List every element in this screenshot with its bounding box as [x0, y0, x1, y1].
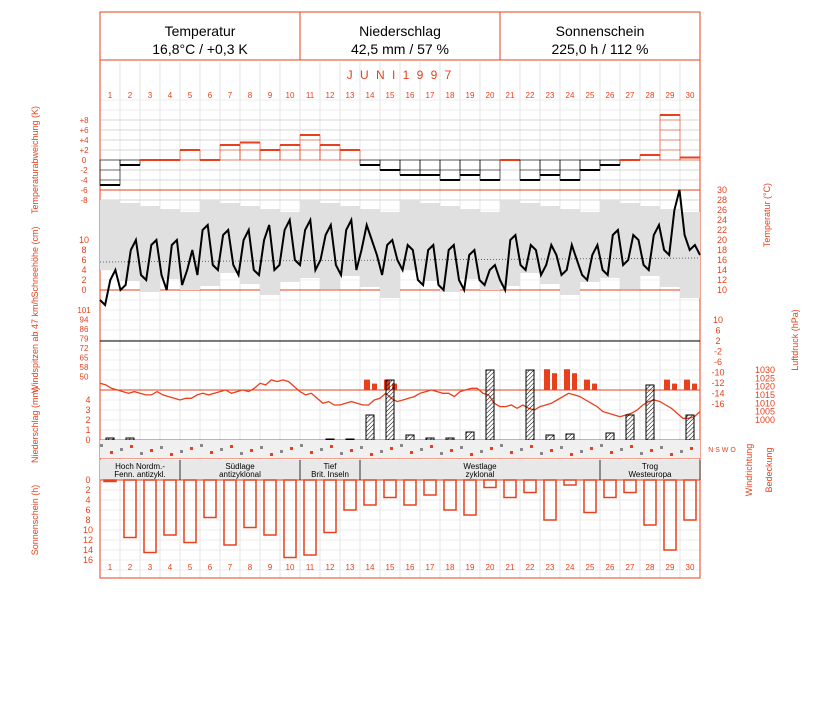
precip-bar — [406, 435, 414, 440]
dev-tick-label: -4 — [80, 176, 88, 185]
wind-dir-marker — [690, 447, 693, 450]
dev-bar — [460, 160, 480, 175]
precip-axis-title: Niederschlag (mm) — [30, 386, 40, 464]
precip-bar — [646, 385, 654, 440]
wind-dir-marker — [260, 446, 263, 449]
wind-dir-marker — [300, 444, 303, 447]
day-label-top: 6 — [207, 91, 213, 100]
wind-dir-marker — [590, 447, 593, 450]
temp-tick-label: 20 — [716, 235, 728, 245]
temp-lower-tick-label: 6 — [715, 325, 721, 336]
dev-tick-label: -8 — [80, 196, 88, 205]
temp-lower-tick-label: 2 — [715, 336, 721, 346]
gust-bar — [692, 384, 697, 390]
precip-bar — [686, 415, 694, 440]
dev-tick-label: +8 — [79, 116, 89, 125]
temp-lower-tick-label: -2 — [713, 346, 723, 357]
day-label-top: 5 — [187, 91, 193, 100]
day-label-top: 22 — [525, 91, 535, 100]
precip-bar — [106, 438, 114, 440]
dev-bar — [320, 145, 340, 160]
day-label-top: 17 — [425, 91, 435, 100]
wind-dir-marker — [540, 452, 543, 455]
weather-type-label: Trog — [641, 462, 659, 471]
pressure-tick-label: 1015 — [754, 389, 776, 400]
temp-lower-tick-label: -14 — [711, 388, 725, 399]
day-label-top: 23 — [545, 91, 555, 100]
weather-type-label: antizyklonal — [219, 470, 261, 479]
precip-bar — [386, 380, 394, 440]
sun-bar — [424, 480, 436, 495]
sun-tick-label: 4 — [85, 495, 91, 505]
wind-dir-marker — [480, 450, 483, 453]
wind-dir-marker — [440, 452, 443, 455]
wind-dir-marker — [670, 453, 673, 456]
gust-tick-label: 65 — [79, 353, 89, 363]
day-label-bottom: 14 — [365, 563, 375, 572]
snow-tick-label: 4 — [81, 265, 87, 275]
wind-dir-marker — [140, 452, 143, 455]
wind-dir-marker — [100, 444, 103, 447]
temp-lower-tick-label: -12 — [711, 378, 725, 388]
day-label-bottom: 16 — [405, 563, 415, 572]
dev-bar — [100, 160, 120, 185]
day-label-top: 14 — [365, 91, 375, 100]
dev-bar — [400, 160, 420, 175]
day-label-bottom: 26 — [605, 563, 615, 572]
sun-bar — [644, 480, 656, 525]
day-label-bottom: 4 — [167, 563, 173, 572]
wind-dir-marker — [400, 444, 403, 447]
wind-dir-marker — [350, 449, 353, 452]
temp-lower-tick-label: -10 — [711, 367, 725, 378]
wind-dir-marker — [630, 445, 633, 448]
day-label-top: 11 — [305, 91, 315, 100]
temp-tick-label: 28 — [716, 195, 728, 205]
gust-bar — [372, 384, 377, 390]
gust-bar — [672, 384, 677, 390]
sun-bar — [104, 480, 116, 482]
sun-bar — [304, 480, 316, 555]
sun-bar — [484, 480, 496, 488]
sun-tick-label: 16 — [82, 555, 94, 565]
temp-climate-band — [620, 203, 640, 289]
gust-bar — [584, 380, 590, 390]
day-label-bottom: 18 — [445, 563, 455, 572]
temp-tick-label: 22 — [716, 225, 728, 235]
snow-tick-label: 0 — [81, 285, 87, 295]
sun-bar — [584, 480, 596, 513]
precip-bar — [446, 438, 454, 440]
gust-bar — [364, 380, 370, 390]
wind-dir-marker — [170, 453, 173, 456]
sun-tick-label: 8 — [85, 515, 91, 525]
sun-tick-label: 6 — [85, 505, 91, 515]
temp-climate-band — [360, 209, 380, 287]
wind-dir-marker — [280, 450, 283, 453]
sun-bar — [264, 480, 276, 535]
day-label-top: 25 — [585, 91, 595, 100]
temp-climate-band — [600, 200, 620, 278]
day-label-bottom: 17 — [425, 563, 435, 572]
day-label-bottom: 5 — [187, 563, 193, 572]
weather-type-label: Südlage — [225, 462, 255, 471]
day-label-bottom: 29 — [665, 563, 675, 572]
wind-dir-marker — [600, 444, 603, 447]
weather-type-label: Hoch Nordm.- — [115, 462, 165, 471]
dev-bar — [340, 150, 360, 160]
day-label-bottom: 22 — [525, 563, 535, 572]
precip-bar — [566, 434, 574, 440]
day-label-top: 4 — [167, 91, 173, 100]
wind-dir-marker — [650, 449, 653, 452]
day-label-top: 29 — [665, 91, 675, 100]
pressure-tick-label: 1010 — [754, 398, 776, 409]
sun-bar — [344, 480, 356, 510]
weather-type-label: Fenn. antizykl. — [114, 470, 166, 479]
day-label-bottom: 8 — [247, 563, 253, 572]
cloud-axis-title: Bedeckung — [764, 447, 774, 493]
temp-tick-label: 24 — [716, 215, 728, 225]
day-label-top: 2 — [127, 91, 133, 100]
temp-axis-title: Temperatur (°C) — [762, 182, 772, 248]
dev-axis-title: Temperaturabweichung (K) — [30, 105, 40, 215]
weather-type-label: Westeuropa — [628, 470, 672, 479]
precip-bar — [326, 439, 334, 440]
sun-tick-label: 0 — [85, 475, 91, 485]
precip-tick-label: 3 — [85, 405, 91, 415]
wind-dir-marker — [290, 447, 293, 450]
temp-tick-label: 14 — [716, 265, 728, 275]
precip-bar — [486, 370, 494, 440]
sun-bar — [604, 480, 616, 498]
weather-type-label: Brit. Inseln — [311, 470, 349, 479]
wind-dir-marker — [230, 445, 233, 448]
day-label-bottom: 11 — [305, 563, 315, 572]
day-label-bottom: 21 — [505, 563, 515, 572]
gust-tick-label: 94 — [79, 315, 89, 325]
dev-bar — [260, 150, 280, 160]
dev-bar — [240, 143, 260, 161]
precip-bar — [346, 439, 354, 440]
wind-dir-marker — [180, 450, 183, 453]
gust-tick-label: 50 — [79, 372, 89, 382]
header-temperature-label: Temperatur — [164, 23, 236, 39]
gust-bar — [544, 369, 550, 390]
sun-bar — [204, 480, 216, 518]
dev-bar — [180, 150, 200, 160]
dev-tick-label: 0 — [81, 156, 87, 165]
day-label-bottom: 3 — [147, 563, 153, 572]
day-label-bottom: 12 — [325, 563, 335, 572]
temp-climate-band — [520, 203, 540, 273]
wind-dir-marker — [220, 448, 223, 451]
day-label-top: 7 — [227, 91, 233, 100]
gust-tick-label: 86 — [79, 325, 89, 334]
sun-bar — [124, 480, 136, 538]
wind-dir-marker — [450, 449, 453, 452]
precip-bar — [426, 438, 434, 440]
sun-bar — [164, 480, 176, 535]
temp-climate-band — [100, 200, 120, 270]
pressure-tick-label: 1005 — [754, 406, 776, 417]
wind-dir-marker — [430, 445, 433, 448]
day-label-bottom: 30 — [685, 563, 695, 572]
sun-tick-label: 12 — [82, 535, 94, 545]
day-label-bottom: 23 — [545, 563, 555, 572]
sun-tick-label: 2 — [85, 485, 91, 495]
wind-dir-axis-title: Windrichtung — [744, 443, 754, 497]
header-temperature-value: 16,8°C / +0,3 K — [152, 41, 248, 57]
wind-dir-marker — [250, 449, 253, 452]
wind-dir-marker — [660, 446, 663, 449]
precip-tick-label: 1 — [85, 425, 91, 435]
header-precip-label: Niederschlag — [359, 23, 441, 39]
wind-dir-marker — [160, 446, 163, 449]
temp-tick-label: 16 — [716, 255, 728, 265]
wind-dir-marker — [240, 452, 243, 455]
wind-dir-marker — [470, 453, 473, 456]
sun-bar — [364, 480, 376, 505]
dev-bar — [280, 145, 300, 160]
wind-dir-marker — [500, 444, 503, 447]
gust-axis-title: Windspitzen ab 47 km/h — [30, 296, 40, 394]
sun-bar — [404, 480, 416, 505]
day-label-top: 30 — [685, 91, 695, 100]
day-label-bottom: 20 — [485, 563, 495, 572]
pressure-tick-label: 1030 — [754, 364, 776, 375]
precip-bar — [126, 438, 134, 440]
dev-bar — [540, 160, 560, 175]
day-label-top: 12 — [325, 91, 335, 100]
wind-dir-marker — [620, 448, 623, 451]
gust-tick-label: 79 — [79, 334, 89, 344]
day-label-bottom: 24 — [565, 563, 575, 572]
day-label-bottom: 1 — [107, 563, 113, 572]
header-precip-value: 42,5 mm / 57 % — [350, 41, 450, 57]
pressure-tick-label: 1025 — [754, 373, 776, 384]
snow-tick-label: 2 — [81, 275, 87, 285]
temp-tick-label: 12 — [716, 275, 728, 285]
temp-lower-tick-label: -16 — [711, 399, 725, 409]
snow-tick-label: 8 — [81, 245, 87, 255]
precip-tick-label: 4 — [85, 395, 91, 405]
day-label-bottom: 19 — [465, 563, 475, 572]
precip-bar — [366, 415, 374, 440]
day-label-bottom: 10 — [285, 563, 295, 572]
wind-dir-marker — [510, 451, 513, 454]
wind-dir-marker — [370, 453, 373, 456]
snow-tick-label: 10 — [78, 235, 90, 245]
temp-lower-tick-label: -6 — [713, 357, 723, 367]
wind-dir-ticks: N S W O — [708, 447, 736, 454]
sun-bar — [184, 480, 196, 543]
day-label-top: 20 — [485, 91, 495, 100]
day-label-bottom: 27 — [625, 563, 635, 572]
temp-tick-label: 18 — [716, 245, 728, 255]
header-sun-label: Sonnenschein — [555, 23, 645, 39]
dev-bar — [420, 160, 440, 175]
temp-climate-band — [180, 212, 200, 290]
precip-bar — [526, 370, 534, 440]
sun-bar — [624, 480, 636, 493]
gust-tick-label: 58 — [79, 363, 89, 372]
wind-dir-marker — [120, 448, 123, 451]
wind-dir-marker — [130, 445, 133, 448]
gust-bar — [572, 373, 577, 390]
wind-dir-marker — [190, 447, 193, 450]
day-label-top: 13 — [345, 91, 355, 100]
day-label-bottom: 13 — [345, 563, 355, 572]
pressure-tick-label: 1020 — [754, 381, 776, 392]
gust-bar — [664, 380, 670, 390]
day-label-top: 27 — [625, 91, 635, 100]
wind-dir-marker — [580, 450, 583, 453]
pressure-tick-label: 1000 — [754, 415, 776, 425]
gust-bar — [684, 380, 690, 390]
day-label-top: 3 — [147, 91, 153, 100]
wind-dir-marker — [420, 448, 423, 451]
sun-bar — [144, 480, 156, 553]
weather-type-label: Tief — [323, 462, 337, 471]
sun-bar — [444, 480, 456, 510]
wind-dir-marker — [410, 451, 413, 454]
wind-dir-marker — [340, 452, 343, 455]
day-label-top: 16 — [405, 91, 415, 100]
dev-bar — [580, 160, 600, 170]
sun-bar — [244, 480, 256, 528]
snow-tick-label: 6 — [81, 255, 87, 265]
dev-tick-label: +4 — [79, 136, 89, 145]
day-label-top: 21 — [505, 91, 515, 100]
day-label-bottom: 25 — [585, 563, 595, 572]
precip-bar — [546, 435, 554, 440]
wind-dir-marker — [150, 449, 153, 452]
snow-axis-title: Schneehöhe (cm) — [30, 226, 40, 298]
wind-dir-marker — [640, 452, 643, 455]
day-label-top: 28 — [645, 91, 655, 100]
day-label-top: 19 — [465, 91, 475, 100]
wind-dir-marker — [270, 453, 273, 456]
sun-tick-label: 10 — [82, 525, 94, 535]
wind-dir-marker — [610, 451, 613, 454]
temp-climate-band — [480, 212, 500, 290]
day-label-bottom: 28 — [645, 563, 655, 572]
temp-tick-label: 10 — [716, 285, 728, 295]
wind-dir-marker — [490, 447, 493, 450]
sun-bar — [524, 480, 536, 493]
day-label-top: 15 — [385, 91, 395, 100]
temp-climate-band — [400, 200, 420, 270]
dev-tick-label: -2 — [80, 166, 88, 175]
precip-bar — [606, 433, 614, 440]
day-label-top: 18 — [445, 91, 455, 100]
day-label-top: 8 — [247, 91, 253, 100]
day-label-top: 1 — [107, 91, 113, 100]
precip-tick-label: 2 — [85, 415, 91, 425]
wind-dir-marker — [570, 453, 573, 456]
wind-dir-marker — [110, 451, 113, 454]
day-label-bottom: 2 — [127, 563, 133, 572]
sun-bar — [384, 480, 396, 498]
weather-type-label: Westlage — [463, 462, 497, 471]
wind-dir-marker — [560, 446, 563, 449]
sun-bar — [504, 480, 516, 498]
day-label-bottom: 7 — [227, 563, 233, 572]
gust-bar — [592, 384, 597, 390]
day-label-bottom: 6 — [207, 563, 213, 572]
sun-bar — [664, 480, 676, 550]
sun-bar — [564, 480, 576, 485]
wind-dir-marker — [530, 445, 533, 448]
dev-tick-label: +2 — [79, 146, 89, 155]
day-label-bottom: 9 — [267, 563, 273, 572]
wind-dir-marker — [320, 448, 323, 451]
wind-dir-marker — [330, 445, 333, 448]
sun-axis-title: Sonnenschein (h) — [30, 484, 40, 556]
day-label-top: 26 — [605, 91, 615, 100]
day-label-bottom: 15 — [385, 563, 395, 572]
temp-lower-tick-label: 10 — [712, 315, 724, 325]
wind-dir-marker — [360, 446, 363, 449]
wind-dir-marker — [520, 448, 523, 451]
day-label-top: 10 — [285, 91, 295, 100]
dev-tick-label: +6 — [79, 126, 89, 135]
gust-tick-label: 101 — [77, 306, 91, 315]
day-label-top: 24 — [565, 91, 575, 100]
wind-dir-marker — [550, 449, 553, 452]
precip-bar — [626, 415, 634, 440]
gust-bar — [564, 369, 570, 390]
precip-tick-label: 0 — [85, 435, 91, 445]
month-title: J U N I 1 9 9 7 — [346, 68, 454, 82]
header-sun-value: 225,0 h / 112 % — [551, 41, 649, 57]
dev-bar — [380, 160, 400, 170]
gust-bar — [552, 373, 557, 390]
dev-tick-label: -6 — [80, 186, 88, 195]
sun-tick-label: 14 — [82, 545, 94, 555]
sun-bar — [284, 480, 296, 558]
weather-type-label: zyklonal — [465, 470, 495, 479]
sun-bar — [324, 480, 336, 533]
wind-dir-marker — [380, 450, 383, 453]
pressure-axis-title: Luftdruck (hPa) — [790, 309, 800, 371]
wind-dir-marker — [210, 451, 213, 454]
day-label-top: 9 — [267, 91, 273, 100]
wind-dir-marker — [680, 450, 683, 453]
precip-bar — [466, 432, 474, 440]
wind-dir-marker — [310, 451, 313, 454]
wind-dir-marker — [390, 447, 393, 450]
dev-bar — [220, 145, 240, 160]
weather-type-band — [100, 460, 700, 480]
temp-tick-label: 26 — [716, 205, 728, 215]
dev-bar — [660, 115, 680, 160]
wind-dir-marker — [460, 446, 463, 449]
gust-tick-label: 72 — [79, 344, 89, 353]
dev-bar — [300, 135, 320, 160]
temp-tick-label: 30 — [716, 185, 728, 195]
wind-dir-marker — [200, 444, 203, 447]
